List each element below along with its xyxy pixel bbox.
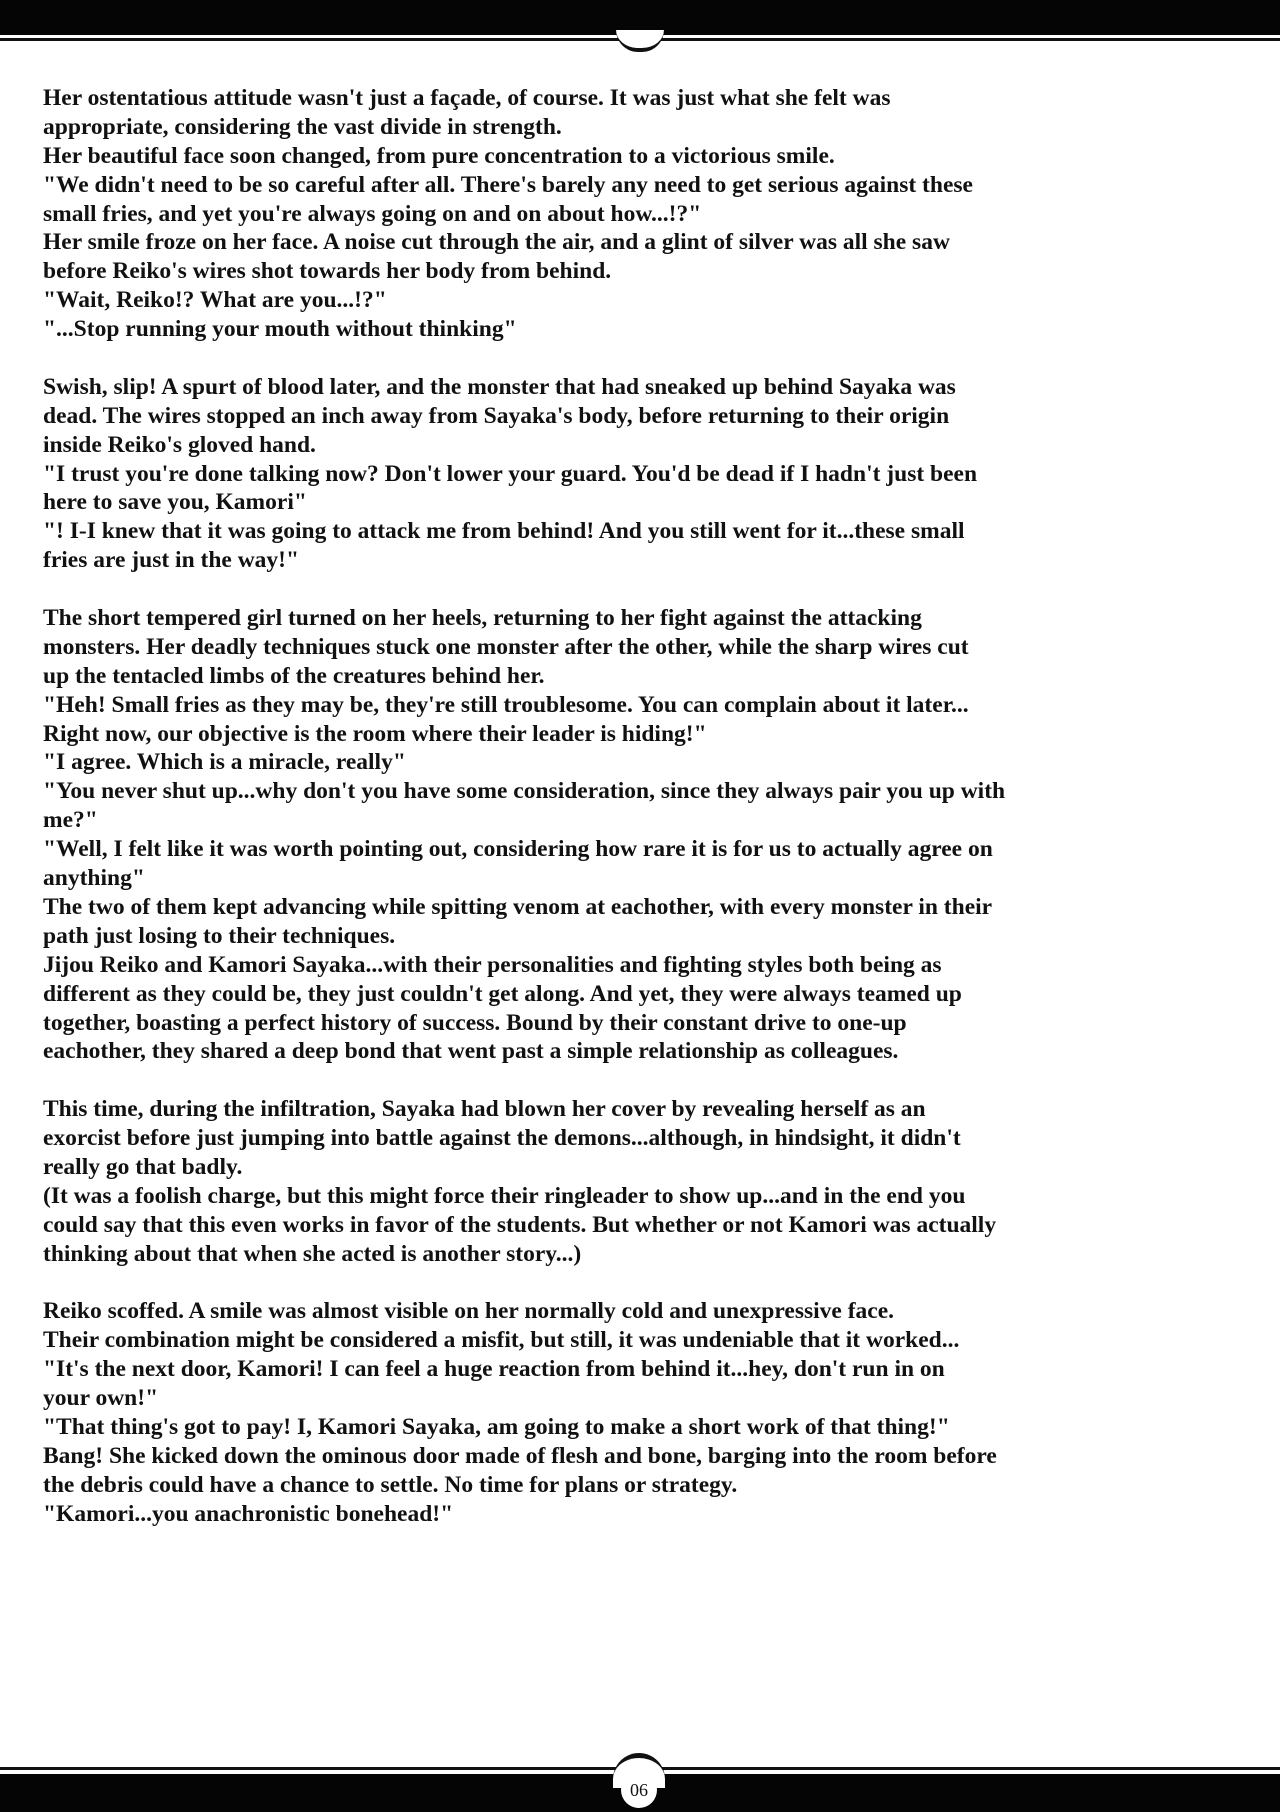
header-ornament (616, 30, 664, 52)
text-line: anything" (43, 865, 145, 892)
text-line: Reiko scoffed. A smile was almost visible on her normally cold and unexpressive face. (43, 1298, 895, 1325)
text-line: The two of them kept advancing while spitting venom at eachother, with every monster in their (43, 893, 993, 920)
text-line: "...Stop running your mouth without thinking" (43, 316, 517, 343)
text-line: here to save you, Kamori" (43, 489, 307, 516)
blank-line (43, 344, 1263, 373)
page-number: 06 (621, 1772, 657, 1808)
text-line: Jijou Reiko and Kamori Sayaka...with their personalities and fighting styles both being as (43, 951, 942, 978)
text-line: "You never shut up...why don't you have some consideration, since they always pair you up with (43, 778, 1006, 805)
text-line: This time, during the infiltration, Sayaka had blown her cover by revealing herself as an (43, 1096, 926, 1123)
text-line: "Heh! Small fries as they may be, they're still troublesome. You can complain about it later... (43, 691, 969, 718)
text-line: appropriate, considering the vast divide in strength. (43, 113, 562, 140)
text-line: Bang! She kicked down the ominous door made of flesh and bone, barging into the room before (43, 1442, 997, 1469)
text-line: dead. The wires stopped an inch away from Sayaka's body, before returning to their origin (43, 402, 950, 429)
blank-line (43, 1269, 1263, 1298)
text-line: up the tentacled limbs of the creatures behind her. (43, 662, 545, 689)
blank-line (43, 1066, 1263, 1095)
text-line: before Reiko's wires shot towards her body from behind. (43, 258, 612, 285)
text-line: me?" (43, 807, 98, 834)
text-line: "That thing's got to pay! I, Kamori Sayaka, am going to make a short work of that thing!" (43, 1413, 950, 1440)
text-line: "I agree. Which is a miracle, really" (43, 749, 406, 776)
text-line: the debris could have a chance to settle. No time for plans or strategy. (43, 1471, 738, 1498)
text-line: together, boasting a perfect history of success. Bound by their constant drive to one-up (43, 1009, 907, 1036)
text-line: fries are just in the way!" (43, 547, 300, 574)
text-line: Her ostentatious attitude wasn't just a façade, of course. It was just what she felt was (43, 85, 891, 111)
text-line: eachother, they shared a deep bond that went past a simple relationship as colleagues. (43, 1038, 899, 1065)
text-line: "I trust you're done talking now? Don't lower your guard. You'd be dead if I hadn't just been (43, 460, 978, 487)
text-line: "Wait, Reiko!? What are you...!?" (43, 287, 387, 314)
text-line: (It was a foolish charge, but this might force their ringleader to show up...and in the end you (43, 1182, 966, 1209)
text-line: Their combination might be considered a misfit, but still, it was undeniable that it worked... (43, 1327, 960, 1354)
text-line: Her smile froze on her face. A noise cut through the air, and a glint of silver was all she saw (43, 229, 950, 256)
text-line: really go that badly. (43, 1153, 243, 1180)
text-line: Swish, slip! A spurt of blood later, and the monster that had sneaked up behind Sayaka was (43, 373, 956, 400)
text-line: could say that this even works in favor of the students. But whether or not Kamori was actually (43, 1211, 997, 1238)
text-line: path just losing to their techniques. (43, 922, 396, 949)
text-line: "It's the next door, Kamori! I can feel a huge reaction from behind it...hey, don't run in on (43, 1356, 945, 1383)
text-line: small fries, and yet you're always going on and on about how...!?" (43, 200, 702, 227)
text-line: "Kamori...you anachronistic bonehead!" (43, 1500, 454, 1527)
text-line: different as they could be, they just couldn't get along. And yet, they were always teamed up (43, 980, 962, 1007)
text-line: monsters. Her deadly techniques stuck one monster after the other, while the sharp wires cut (43, 633, 969, 660)
blank-line (43, 575, 1263, 604)
text-line: inside Reiko's gloved hand. (43, 431, 316, 458)
text-line: your own!" (43, 1385, 159, 1412)
text-line: The short tempered girl turned on her heels, returning to her fight against the attacking (43, 605, 922, 632)
text-line: exorcist before just jumping into battle against the demons...although, in hindsight, it didn't (43, 1125, 961, 1152)
text-line: "! I-I knew that it was going to attack me from behind! And you still went for it...these small (43, 518, 965, 545)
text-line: "Well, I felt like it was worth pointing out, considering how rare it is for us to actually agree on (43, 836, 993, 863)
story-text (43, 84, 1263, 1529)
text-line: Her beautiful face soon changed, from pure concentration to a victorious smile. (43, 142, 835, 169)
text-line: Right now, our objective is the room where their leader is hiding!" (43, 720, 707, 747)
text-line: "We didn't need to be so careful after all. There's barely any need to get serious against these (43, 171, 973, 198)
text-line: thinking about that when she acted is another story...) (43, 1240, 582, 1267)
